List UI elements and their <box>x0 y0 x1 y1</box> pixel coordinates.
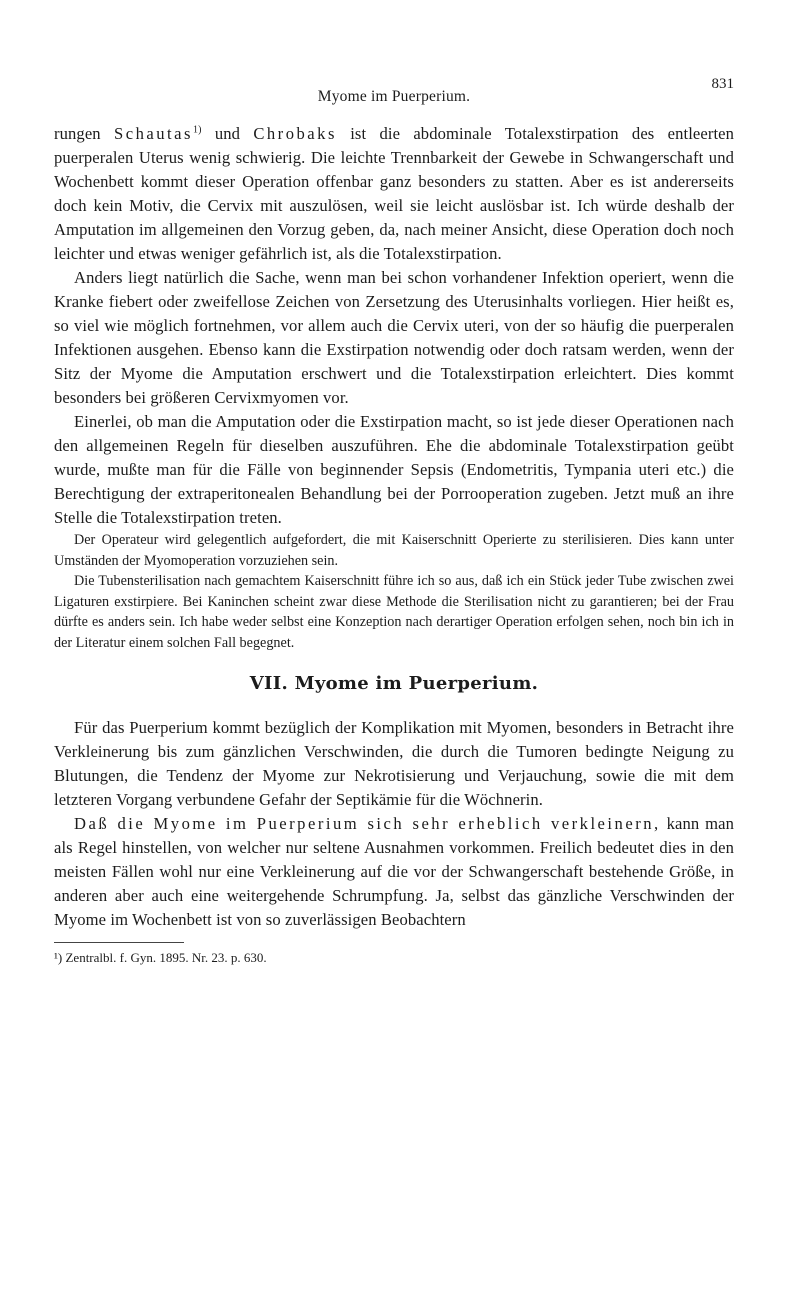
paragraph-4: Für das Puerperium kommt bezüglich der Komplikation mit Myomen, besonders in Betracht ihre Verkleinerung bis zum gänzlichen Verschwinden, die durch die Tumoren bedingte Neigung zu Blutungen, die Tendenz der Myome zur Nekrotisierung und Verjauchung, sowie die mit dem letzteren Vorgang verbundene Gefahr der Septikämie für die Wöchnerin. <box>54 718 734 809</box>
paragraph-1-lead: rungen <box>54 124 101 143</box>
paragraph-3: Einerlei, ob man die Amputation oder die Exstirpation macht, so ist jede dieser Operationen nach den allgemeinen Regeln für dieselben auszuführen. Ehe die abdominale Totalexstirpation geübt wurde, mußte man für die Fälle von beginnender Sepsis (Endometritis, Tympania uteri etc.) die Berechtigung der extraperitonealen Behandlung bei der Porrooperation zugeben. Jetzt muß an ihre Stelle die Totalexstirpation treten. <box>54 412 734 527</box>
footnote-marker: 1) <box>192 124 202 136</box>
paragraph-2: Anders liegt natürlich die Sache, wenn man bei schon vorhandener Infektion operiert, wenn die Kranke fiebert oder zweifellose Zeichen von Zersetzung des Uterusinhalts vorliegen. Hier heißt es, so viel wie möglich fortnehmen, vor allem auch die Cervix uteri, von der so häufig die puerperalen Infektionen ausgehen. Ebenso kann die Exstirpation notwendig oder doch ratsam werden, wenn der Sitz der Myome die Amputation erschwert und die Totalexstirpation erleichtert. Dies kommt besonders bei größeren Cervixmyomen vor. <box>54 268 734 407</box>
main-text-block-2 <box>54 716 734 932</box>
emphasized-statement: Daß die Myome im Puerperium sich sehr erheblich verkleinern, <box>74 814 661 833</box>
small-paragraph-2: Die Tubensterilisation nach gemachtem Kaiserschnitt führe ich so aus, daß ich ein Stück jeder Tube zwischen zwei Ligaturen exstirpiere. Bei Kaninchen scheint zwar diese Methode die Sterilisation nicht zu garantieren; bei der Frau dürfte es anders sein. Ich habe weder selbst eine Konzeption nach derartiger Operation erfolgen sehen, noch bin ich in der Literatur einem solchen Fall begegnet. <box>54 573 734 651</box>
footnote: ¹) Zentralbl. f. Gyn. 1895. Nr. 23. p. 630. <box>54 950 267 965</box>
author-chrobak: Chrobaks <box>253 124 337 143</box>
footnote-divider <box>54 942 184 943</box>
small-paragraph-1: Der Operateur wird gelegentlich aufgefordert, die mit Kaiserschnitt Operierte zu sterilisieren. Dies kann unter Umständen der Myomoperation vorzuziehen sein. <box>54 532 734 569</box>
main-text-block-1 <box>54 122 734 530</box>
page-number: 831 <box>711 76 734 92</box>
section-heading: VII. Myome im Puerperium. <box>249 673 539 694</box>
author-schauta: Schautas <box>113 124 193 143</box>
running-head: Myome im Puerperium. <box>317 88 471 105</box>
paragraph-5 <box>54 812 734 932</box>
small-print-block <box>54 530 734 653</box>
paragraph-5-rest: kann man als Regel hinstellen, von welcher nur seltene Ausnahmen vorkommen. Freilich bedeutet dies in den meisten Fällen wohl nur eine Verkleinerung auf die vor der Schwangerschaft bestehende Größe, in anderen aber auch eine weitergehende Schrumpfung. Ja, selbst das gänzliche Verschwinden der Myome im Wochenbett ist von so zuverlässigen Beobachtern <box>54 814 734 929</box>
body-text <box>54 122 734 967</box>
conjunction: und <box>214 124 241 143</box>
paragraph-1 <box>54 122 734 266</box>
page-header <box>54 58 734 105</box>
paragraph-1-rest: ist die abdominale Totalexstirpation des entleerten puerperalen Uterus wenig schwierig. Die leichte Trennbarkeit der Gewebe in Schwangerschaft und Wochenbett kommt dieser Operation offenbar ganz besonders zu statten. Aber es ist andererseits doch kein Motiv, die Cervix mit auszulösen, weil sie leicht auslösbar ist. Ich würde deshalb der Amputation im allgemeinen den Vorzug geben, da, nach meiner Ansicht, diese Operation doch noch leichter und etwas weniger gefährlich ist, als die Totalexstirpation. <box>54 124 735 263</box>
